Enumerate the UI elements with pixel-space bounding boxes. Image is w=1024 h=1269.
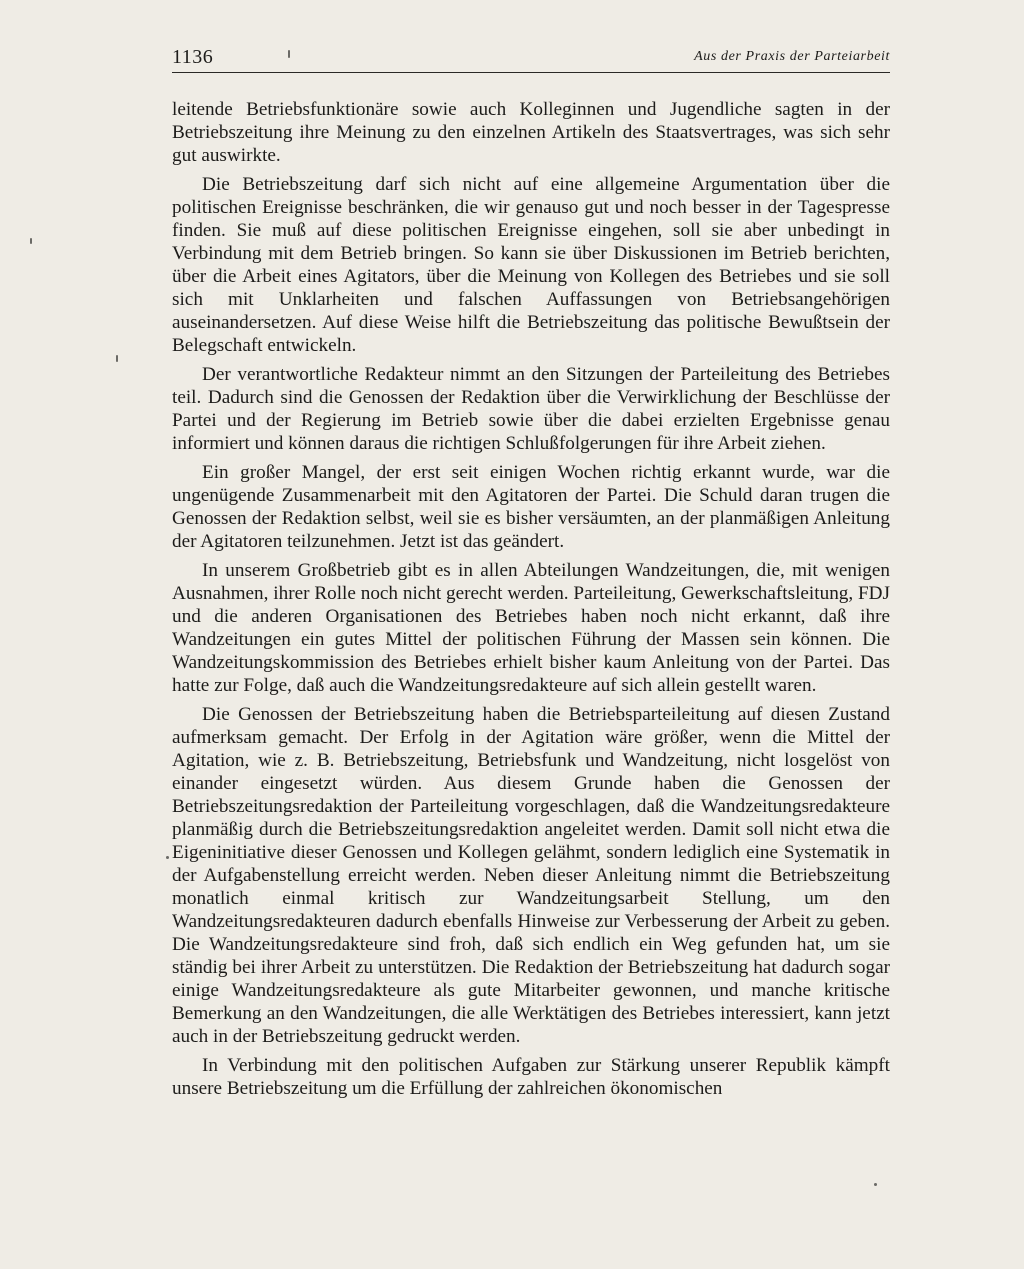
paragraph-3: Der verantwortliche Redakteur nimmt an den Sitzungen der Parteileitung des Betriebes teil. Dadurch sind die Genossen der Redaktion über die Verwirklichung der Beschlüsse der Partei und der Regierung im Betrieb sowie über die dabei erzielten Ergebnisse genau informiert und können daraus die richtigen Schlußfolgerungen für ihre Arbeit ziehen.: [172, 364, 890, 454]
page-number: 1136: [172, 46, 214, 68]
paragraph-5: In unserem Großbetrieb gibt es in allen Abteilungen Wandzeitungen, die, mit wenigen Ausnahmen, ihrer Rolle noch nicht gerecht werden. Parteileitung, Gewerkschaftsleitung, FDJ und die anderen Organisationen des Betriebes haben noch nicht erkannt, daß ihre Wandzeitungen ein gutes Mittel der politischen Führung der Massen sein können. Die Wandzeitungskommission des Betriebes erhielt bisher kaum Anleitung von der Partei. Das hatte zur Folge, daß auch die Wandzeitungsredakteure auf sich allein gestellt waren.: [172, 560, 890, 696]
paragraph-6: Die Genossen der Betriebszeitung haben die Betriebsparteileitung auf diesen Zustand aufmerksam gemacht. Der Erfolg in der Agitation wäre größer, wenn die Mittel der Agitation, wie z. B. Betriebszeitung, Betriebsfunk und Wandzeitung, nicht losgelöst von einander eingesetzt würden. Aus diesem Grunde haben die Genossen der Betriebszeitungsredaktion der Parteileitung vorgeschlagen, daß die Wandzeitungsredakteure planmäßig durch die Betriebszeitungsredaktion angeleitet werden. Damit soll nicht etwa die Eigeninitiative dieser Genossen und Kollegen gelähmt, sondern lediglich eine Systematik in der Aufgabenstellung erreicht werden. Neben dieser Anleitung nimmt die Betriebszeitung monatlich einmal kritisch zur Wandzeitungsarbeit Stellung, um den Wandzeitungsredakteuren dadurch ebenfalls Hinweise zur Verbesserung der Arbeit zu geben. Die Wandzeitungsredakteure sind froh, daß sich endlich ein Weg gefunden hat, um sie ständig bei ihrer Arbeit zu unterstützen. Die Redaktion der Betriebszeitung hat dadurch sogar einige Wandzeitungsredakteure als gute Mitarbeiter gewonnen, und manche kritische Bemerkung an den Wandzeitungen, die alle Werktätigen des Betriebes interessiert, kann jetzt auch in der Betriebszeitung gedruckt werden.: [172, 704, 890, 1047]
paragraph-7: In Verbindung mit den politischen Aufgaben zur Stärkung unserer Republik kämpft unsere Betriebszeitung um die Erfüllung der zahlreichen ökonomischen: [172, 1055, 890, 1099]
paragraph-2: Die Betriebszeitung darf sich nicht auf eine allgemeine Argumentation über die politischen Ereignisse beschränken, die wir genauso gut und noch besser in der Tagespresse finden. Sie muß auf diese politischen Ereignisse eingehen, soll sie aber unbedingt in Verbindung mit dem Betrieb bringen. So kann sie über Diskussionen im Betrieb berichten, über die Arbeit eines Agitators, über die Meinung von Kollegen des Betriebes und sie soll sich mit Unklarheiten und falschen Auffassungen von Betriebsangehörigen auseinandersetzen. Auf diese Weise hilft die Betriebszeitung das politische Bewußtsein der Belegschaft entwickeln.: [172, 174, 890, 356]
paragraph-4: Ein großer Mangel, der erst seit einigen Wochen richtig erkannt wurde, war die ungenügende Zusammenarbeit mit den Agitatoren der Partei. Die Schuld daran trugen die Genossen der Redaktion selbst, weil sie es bisher versäumten, an der planmäßigen Anleitung der Agitatoren teilzunehmen. Jetzt ist das geändert.: [172, 462, 890, 552]
running-head: Aus der Praxis der Parteiarbeit: [694, 49, 890, 64]
scan-speck: [116, 355, 118, 362]
paragraph-1: leitende Betriebsfunktionäre sowie auch Kolleginnen und Jugendliche sagten in der Betriebszeitung ihre Meinung zu den einzelnen Artikeln des Staatsvertrages, was sich sehr gut auswirkte.: [172, 99, 890, 166]
page-header: [172, 46, 890, 73]
scan-speck: [166, 856, 169, 859]
body-text: [172, 98, 890, 1106]
scan-speck: [30, 238, 32, 244]
scan-speck: [874, 1183, 877, 1186]
scan-speck: [288, 50, 290, 58]
